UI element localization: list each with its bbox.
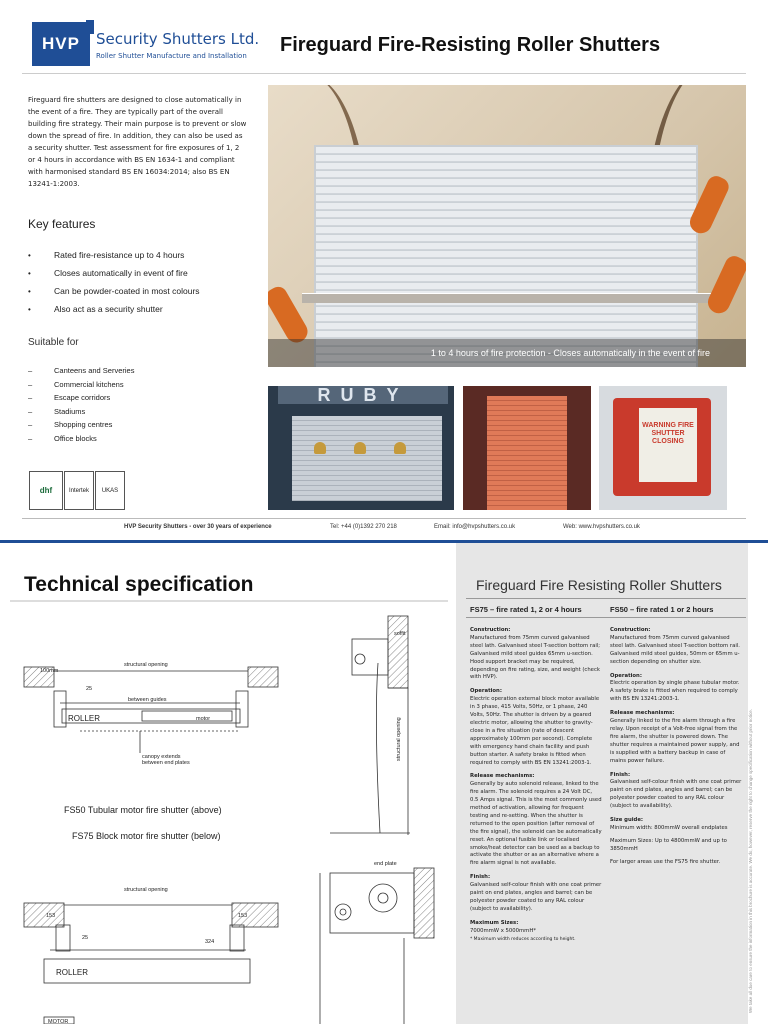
canopy-note: canopy extends between end plates bbox=[142, 754, 190, 766]
intertek-certification-logo: Intertek bbox=[64, 471, 94, 510]
roller-label: ROLLER bbox=[68, 714, 101, 723]
dim-25: 25 bbox=[86, 686, 93, 692]
footer-experience: HVP Security Shutters - over 30 years of experience bbox=[124, 524, 272, 530]
dim-324: 324 bbox=[205, 939, 215, 945]
warning-sign: WARNING FIRE SHUTTER CLOSING bbox=[639, 408, 697, 482]
fs50-heading: FS50 – fire rated 1 or 2 hours bbox=[610, 605, 714, 614]
spec-divider bbox=[466, 617, 746, 618]
key-features-heading: Key features bbox=[28, 217, 96, 231]
serving-counter bbox=[302, 293, 712, 303]
pendant-lamp-icon bbox=[314, 442, 326, 454]
spec-divider bbox=[466, 598, 746, 599]
list-item: – Escape corridors bbox=[28, 393, 111, 403]
pendant-lamp-icon bbox=[394, 442, 406, 454]
technical-drawings bbox=[0, 543, 456, 1024]
list-item: • Can be powder-coated in most colours bbox=[28, 286, 200, 296]
spec-panel-title: Fireguard Fire Resisting Roller Shutters bbox=[476, 577, 722, 593]
footer-telephone: Tel: +44 (0)1392 270 218 bbox=[330, 524, 397, 530]
bullet-icon: • bbox=[28, 286, 31, 296]
company-tagline: Roller Shutter Manufacture and Installation bbox=[96, 52, 247, 60]
thumbnail-lit-shutter bbox=[463, 386, 591, 510]
intro-paragraph: Fireguard fire shutters are designed to close automatically in the event of a fire. They are typically part of the overall building fire strategy. Their main purpose is to prevent or slow down the spread of fire. In addition, they can also be used as a security shutter. Test assessment for fire exposures of 1, 2 or 4 hours in accordance with BS EN 1634-1 and compliant with harmonised standard BS EN 16034:2014; also BS EN 13241-1:2003. bbox=[28, 96, 247, 188]
roller-label: ROLLER bbox=[56, 968, 89, 977]
dim-153-right: 153 bbox=[238, 913, 248, 919]
fs50-spec-column: Construction: Manufactured from 75mm curved galvanised steel lath. Galvanised steel T-section bottom rail. Galvanised mild steel guides, 50mm or 65mm u-section depending on shutter size. Operation: Electric operation by single phase tubular motor. A safety brake is fitted when required to comply with BS EN 13241:2003-1. Release mechanisms: Generally linked to the fire alarm through a fire relay. Upon receipt of a Volt-free signal from the fire alarm, the shutter is powered down. The shutter requires a maintained power supply, and is supplied with a battery backup in case of mains power failure. Finish: Galvanised self-colour finish with one coat primer paint on end plates, angles and barrel; can be polyester powder coated to any RAL colour (subject to availability). Size guide: Minimum width: 800mmW overall endplates Maximum Sizes: Up to 4800mmW and up to 3850mmH For larger areas use the FS75 fire shutter. bbox=[610, 627, 742, 865]
dim-153-left: 153 bbox=[46, 913, 56, 919]
dim-25: 25 bbox=[82, 935, 89, 941]
roller-shutter-image bbox=[314, 145, 698, 367]
key-features-list bbox=[28, 246, 200, 318]
vertical-opening-label: structural opening bbox=[396, 717, 402, 761]
fs50-caption: FS50 Tubular motor fire shutter (above) bbox=[64, 805, 222, 815]
fs75-heading: FS75 – fire rated 1, 2 or 4 hours bbox=[470, 605, 582, 614]
shutter-image bbox=[292, 416, 442, 501]
motor-label: motor bbox=[196, 716, 211, 722]
page-two bbox=[0, 543, 768, 1024]
list-item: – Canteens and Serveries bbox=[28, 366, 135, 376]
venue-sign: RUBY bbox=[278, 386, 448, 404]
bullet-icon: • bbox=[28, 268, 31, 278]
footer-divider bbox=[22, 518, 746, 519]
suitable-heading: Suitable for bbox=[28, 337, 79, 348]
hero-photo-fire-shutter bbox=[268, 85, 746, 367]
dim-between-guides: between guides bbox=[128, 697, 167, 703]
pendant-lamp-icon bbox=[354, 442, 366, 454]
list-item: – Office blocks bbox=[28, 433, 97, 443]
list-item: • Closes automatically in event of fire bbox=[28, 268, 188, 278]
header-divider bbox=[22, 73, 746, 74]
tech-spec-title: Technical specification bbox=[24, 573, 254, 596]
shutter-image bbox=[487, 396, 567, 510]
disclaimer-note: We take all due care to ensure the information in this brochure is accurate. We do, however, reserve the right to change specification without prior notice. bbox=[748, 709, 753, 1013]
list-item: – Commercial kitchens bbox=[28, 379, 124, 389]
suitable-list bbox=[28, 364, 134, 445]
fs75-spec-column: Construction: Manufactured from 75mm curved galvanised steel lath. Galvanised steel T-section bottom rail; Galvanised mild steel guides 65mm u-section. Hood support bracket may be required, depending on fire rating, size, and weight (check with HVP). Operation: Electric operation external block motor available in 3 phase, 415 Volts, 50Hz, or 1 phase, 240 Volts, 50Hz. The shutter is driven by a geared electric motor, allowing the shutter to gravity-close in a fire situation (rate of descent approximately 100mm per second). Complete with emergency hand chain facility and push button starter. A safety brake is fitted when required to comply with BS EN 13241:2003-1. Release mechanisms: Generally by auto solenoid release, linked to the fire alarm. The solenoid requires a 24 Volt DC, 0.5 Amps signal. This is the most commonly used method of activation, allowing for frequent testing and re-setting. When the shutter is returned to the open position (after removal of the fire signal), the solenoid can be automatically reset. An optional fusible link or localised smoke/heat detector can be used as a backup to activate the shutter or as an alternative where a fire alarm signal is not available. Finish: Galvanised self-colour finish with one coat primer paint on end plates, angles and barrel; can be polyester powder coated to any RAL colour (subject to availability). Maximum Sizes: 7000mmW x 5000mmH* * Maximum width reduces according to height. bbox=[470, 627, 602, 942]
bullet-icon: • bbox=[28, 304, 31, 314]
end-plate-label: end plate bbox=[374, 861, 397, 867]
footer-email[interactable]: Email: info@hvpshutters.co.uk bbox=[434, 524, 516, 530]
fs75-section-drawing bbox=[320, 868, 434, 1024]
list-item: • Also act as a security shutter bbox=[28, 304, 163, 314]
bullet-icon: • bbox=[28, 250, 31, 260]
page-title: Fireguard Fire-Resisting Roller Shutters bbox=[280, 34, 661, 56]
thumbnail-warning-box bbox=[599, 386, 727, 510]
footer-website[interactable]: Web: www.hvpshutters.co.uk bbox=[563, 524, 640, 530]
soffit-label: soffit bbox=[394, 631, 406, 637]
thumbnail-bar-shutter bbox=[268, 386, 454, 510]
dim-structural-opening: structural opening bbox=[124, 887, 168, 893]
fs75-plan-drawing bbox=[24, 903, 278, 1024]
list-item: • Rated fire-resistance up to 4 hours bbox=[28, 250, 185, 260]
hvp-logo: HVP bbox=[32, 22, 90, 66]
fs50-plan-drawing bbox=[24, 667, 278, 753]
list-item: – Stadiums bbox=[28, 406, 86, 416]
ukas-certification-logo: UKAS bbox=[95, 471, 125, 510]
dim-100mm: 100mm bbox=[40, 668, 59, 674]
list-item: – Shopping centres bbox=[28, 420, 113, 430]
company-name: Security Shutters Ltd. bbox=[96, 30, 260, 48]
dhf-certification-logo: dhf bbox=[29, 471, 63, 510]
fs75-caption: FS75 Block motor fire shutter (below) bbox=[72, 831, 221, 841]
dim-structural-opening: structural opening bbox=[124, 662, 168, 668]
motor-label-lower: MOTOR bbox=[48, 1019, 69, 1024]
hero-caption: 1 to 4 hours of fire protection - Closes automatically in the event of fire bbox=[268, 339, 746, 367]
